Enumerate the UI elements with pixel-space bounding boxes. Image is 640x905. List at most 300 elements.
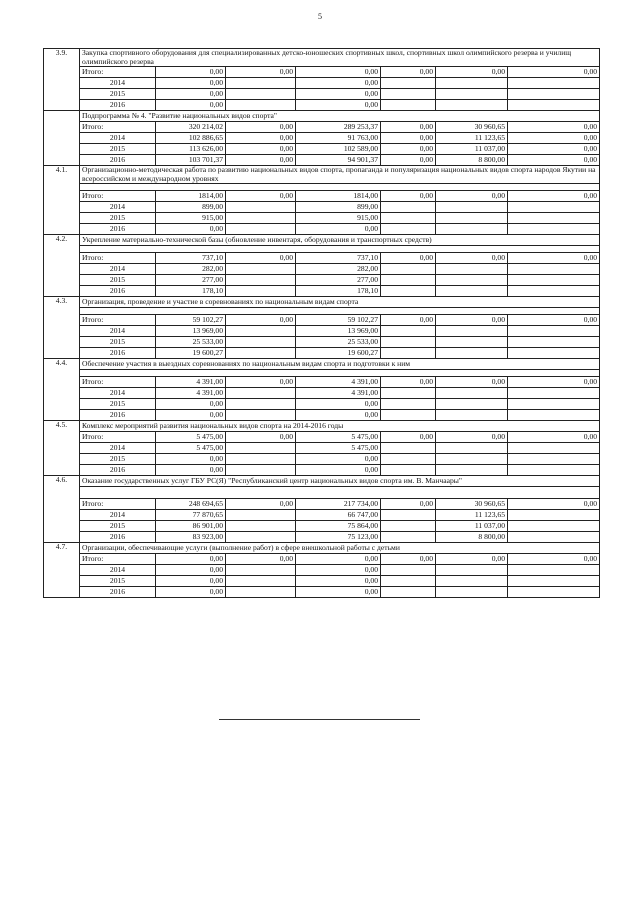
total-value: 0,00 [508,253,600,264]
footer-line [219,719,420,720]
year-budget-value: 0,00 [296,224,381,235]
empty-cell [436,213,508,224]
year-budget-value: 0,00 [296,587,381,598]
year-label: 2015 [80,337,156,348]
empty-cell [381,100,436,111]
year-row [44,521,600,532]
empty-cell [508,337,600,348]
empty-cell [226,388,296,399]
year-value: 0,00 [226,144,296,155]
total-value: 0,00 [296,67,381,78]
year-label: 2016 [80,155,156,166]
year-value [508,532,600,543]
empty-cell [381,264,436,275]
total-value: 0,00 [381,191,436,202]
total-value: 0,00 [381,122,436,133]
empty-cell [226,465,296,476]
empty-cell [226,275,296,286]
empty-cell [508,326,600,337]
total-label: Итого: [80,499,156,510]
empty-cell [436,224,508,235]
year-value: 0,00 [508,133,600,144]
year-row [44,576,600,587]
empty-cell [381,565,436,576]
total-row [44,554,600,565]
total-value: 30 960,65 [436,122,508,133]
year-total-value: 0,00 [156,565,226,576]
empty-cell [436,264,508,275]
year-total-value: 282,00 [156,264,226,275]
empty-cell [226,576,296,587]
year-row [44,144,600,155]
year-value: 94 901,37 [296,155,381,166]
year-value [226,510,296,521]
total-row [44,122,600,133]
total-value: 5 475,00 [156,432,226,443]
year-total-value: 0,00 [156,100,226,111]
section-title-row [44,49,600,67]
empty-cell [226,443,296,454]
year-total-value: 4 391,00 [156,388,226,399]
section-code: 4.2. [44,235,80,297]
total-value: 0,00 [508,499,600,510]
total-value: 0,00 [508,377,600,388]
empty-cell [226,399,296,410]
year-row [44,275,600,286]
total-value: 0,00 [226,432,296,443]
gap-cell [80,184,600,191]
empty-cell [508,264,600,275]
empty-cell [508,89,600,100]
year-budget-value: 282,00 [296,264,381,275]
empty-cell [381,78,436,89]
total-value: 737,10 [296,253,381,264]
year-value: 103 701,37 [156,155,226,166]
year-value [226,521,296,532]
section-code: 4.4. [44,359,80,421]
year-total-value: 0,00 [156,89,226,100]
empty-cell [226,89,296,100]
year-label: 2016 [80,224,156,235]
year-label: 2016 [80,532,156,543]
section-title-row [44,476,600,487]
empty-cell [226,100,296,111]
section-gap-row [44,246,600,253]
section-title-row [44,421,600,432]
empty-cell [436,410,508,421]
year-row [44,399,600,410]
empty-cell [436,399,508,410]
year-row [44,337,600,348]
total-value: 0,00 [508,67,600,78]
empty-cell [381,224,436,235]
year-row [44,264,600,275]
total-value: 0,00 [226,253,296,264]
year-value: 11 123,65 [436,510,508,521]
year-total-value: 25 533,00 [156,337,226,348]
year-value: 83 923,00 [156,532,226,543]
year-budget-value: 915,00 [296,213,381,224]
year-row [44,326,600,337]
total-label: Итого: [80,67,156,78]
year-value: 75 864,00 [296,521,381,532]
year-budget-value: 25 533,00 [296,337,381,348]
year-label: 2016 [80,587,156,598]
total-label: Итого: [80,122,156,133]
year-label: 2015 [80,89,156,100]
year-label: 2015 [80,576,156,587]
year-value: 8 800,00 [436,155,508,166]
year-value: 86 901,00 [156,521,226,532]
total-row [44,315,600,326]
empty-cell [381,443,436,454]
empty-cell [381,286,436,297]
year-total-value: 915,00 [156,213,226,224]
empty-cell [226,454,296,465]
total-value: 0,00 [226,315,296,326]
empty-cell [381,388,436,399]
empty-cell [226,78,296,89]
total-label: Итого: [80,377,156,388]
year-value: 102 589,00 [296,144,381,155]
gap-cell [80,370,600,377]
total-value: 59 102,27 [156,315,226,326]
year-label: 2015 [80,275,156,286]
empty-cell [436,565,508,576]
total-value: 0,00 [436,253,508,264]
year-row [44,510,600,521]
empty-cell [508,286,600,297]
page-number: 5 [318,12,322,21]
year-total-value: 19 600,27 [156,348,226,359]
empty-cell [508,587,600,598]
section-gap-row [44,370,600,377]
empty-cell [436,587,508,598]
year-value [226,532,296,543]
empty-cell [226,224,296,235]
year-row [44,213,600,224]
year-row [44,388,600,399]
year-budget-value: 4 391,00 [296,388,381,399]
empty-cell [508,348,600,359]
section-title: Организации, обеспечивающие услуги (выполнение работ) в сфере внешкольной работы с детьми [80,543,600,554]
empty-cell [508,399,600,410]
year-budget-value: 5 475,00 [296,443,381,454]
year-label: 2015 [80,521,156,532]
total-value: 0,00 [381,432,436,443]
empty-cell [436,348,508,359]
empty-cell [226,587,296,598]
budget-table [43,48,600,598]
empty-cell [508,224,600,235]
year-value: 0,00 [226,133,296,144]
section-title-row [44,297,600,308]
total-value: 0,00 [436,554,508,565]
empty-cell [381,587,436,598]
section-title-row [44,235,600,246]
section-title: Организационно-методическая работа по развитию национальных видов спорта, пропаганда и популяризация национальных видов спорта народов Якутии на всероссийском и международном уровнях [80,166,600,184]
year-row [44,224,600,235]
total-value: 0,00 [381,67,436,78]
section-gap-row [44,487,600,499]
empty-cell [381,410,436,421]
year-budget-value: 178,10 [296,286,381,297]
section-code: 4.3. [44,297,80,359]
year-label: 2014 [80,78,156,89]
year-total-value: 0,00 [156,576,226,587]
year-budget-value: 0,00 [296,399,381,410]
year-total-value: 178,10 [156,286,226,297]
year-value: 8 800,00 [436,532,508,543]
year-value: 0,00 [381,144,436,155]
year-row [44,465,600,476]
year-label: 2014 [80,326,156,337]
empty-cell [508,213,600,224]
empty-cell [226,286,296,297]
section-title-row [44,359,600,370]
year-row [44,565,600,576]
total-label: Итого: [80,253,156,264]
year-label: 2014 [80,510,156,521]
empty-cell [436,275,508,286]
total-value: 217 734,00 [296,499,381,510]
empty-cell [508,100,600,111]
total-value: 0,00 [436,67,508,78]
year-label: 2016 [80,348,156,359]
empty-cell [381,275,436,286]
year-row [44,202,600,213]
total-value: 5 475,00 [296,432,381,443]
total-value: 0,00 [381,315,436,326]
empty-cell [436,443,508,454]
year-total-value: 0,00 [156,410,226,421]
total-row [44,67,600,78]
year-total-value: 13 969,00 [156,326,226,337]
year-label: 2014 [80,133,156,144]
empty-cell [226,337,296,348]
year-value: 91 763,00 [296,133,381,144]
section-code: 4.7. [44,543,80,598]
year-row [44,286,600,297]
empty-cell [508,576,600,587]
year-label: 2016 [80,410,156,421]
year-total-value: 0,00 [156,224,226,235]
total-value: 0,00 [436,432,508,443]
total-value: 0,00 [436,191,508,202]
total-value: 0,00 [508,315,600,326]
empty-cell [381,399,436,410]
year-label: 2014 [80,264,156,275]
year-row [44,410,600,421]
year-row [44,454,600,465]
total-value: 0,00 [508,122,600,133]
gap-cell [80,308,600,315]
section-title-row [44,111,600,122]
year-label: 2015 [80,399,156,410]
year-value: 77 870,65 [156,510,226,521]
empty-cell [508,78,600,89]
empty-cell [436,78,508,89]
year-total-value: 0,00 [156,454,226,465]
empty-cell [226,410,296,421]
empty-cell [508,275,600,286]
total-value: 0,00 [436,315,508,326]
total-label: Итого: [80,554,156,565]
year-label: 2016 [80,286,156,297]
year-budget-value: 0,00 [296,410,381,421]
year-value [381,521,436,532]
year-total-value: 0,00 [156,465,226,476]
total-value: 0,00 [508,554,600,565]
empty-cell [508,388,600,399]
section-code: 4.5. [44,421,80,476]
total-row [44,377,600,388]
year-budget-value: 13 969,00 [296,326,381,337]
year-budget-value: 19 600,27 [296,348,381,359]
year-value [508,510,600,521]
section-title-row [44,166,600,184]
year-label: 2015 [80,144,156,155]
year-value: 0,00 [381,133,436,144]
year-value: 113 626,00 [156,144,226,155]
year-budget-value: 277,00 [296,275,381,286]
year-value: 11 037,00 [436,144,508,155]
total-value: 0,00 [508,191,600,202]
year-value [381,510,436,521]
empty-cell [508,443,600,454]
year-value: 66 747,00 [296,510,381,521]
total-row [44,253,600,264]
total-value: 0,00 [381,377,436,388]
empty-cell [508,565,600,576]
empty-cell [508,465,600,476]
total-row [44,191,600,202]
year-row [44,587,600,598]
year-budget-value: 0,00 [296,576,381,587]
empty-cell [436,286,508,297]
empty-cell [508,410,600,421]
section-title: Комплекс мероприятий развития национальных видов спорта на 2014-2016 годы [80,421,600,432]
total-value: 320 214,02 [156,122,226,133]
empty-cell [436,202,508,213]
empty-cell [508,454,600,465]
year-budget-value: 899,00 [296,202,381,213]
year-row [44,78,600,89]
empty-cell [436,337,508,348]
budget-table-body [44,49,600,598]
section-title: Закупка спортивного оборудования для специализированных детско-юношеских спортивных школ, спортивных школ олимпийского резерва и училищ олимпийского резерва [80,49,600,67]
empty-cell [436,454,508,465]
empty-cell [381,213,436,224]
year-value: 11 037,00 [436,521,508,532]
year-label: 2015 [80,454,156,465]
empty-cell [508,202,600,213]
empty-cell [381,337,436,348]
total-value: 0,00 [436,377,508,388]
section-gap-row [44,308,600,315]
total-value: 0,00 [226,67,296,78]
year-total-value: 5 475,00 [156,443,226,454]
total-value: 0,00 [156,67,226,78]
year-total-value: 277,00 [156,275,226,286]
section-title-row [44,543,600,554]
empty-cell [436,388,508,399]
year-value: 11 123,65 [436,133,508,144]
gap-cell [80,246,600,253]
year-budget-value: 0,00 [296,565,381,576]
year-total-value: 0,00 [156,399,226,410]
total-value: 248 694,65 [156,499,226,510]
section-title: Укрепление материально-технической базы (обновление инвентаря, оборудования и транспортных средств) [80,235,600,246]
year-budget-value: 0,00 [296,465,381,476]
empty-cell [436,465,508,476]
year-total-value: 0,00 [156,78,226,89]
year-label: 2016 [80,100,156,111]
empty-cell [226,565,296,576]
year-value: 75 123,00 [296,532,381,543]
empty-cell [381,202,436,213]
total-value: 737,10 [156,253,226,264]
year-value: 102 886,65 [156,133,226,144]
total-value: 0,00 [226,122,296,133]
empty-cell [436,326,508,337]
total-value: 0,00 [381,499,436,510]
total-value: 30 960,65 [436,499,508,510]
empty-cell [226,213,296,224]
year-value: 0,00 [381,155,436,166]
total-label: Итого: [80,432,156,443]
total-value: 4 391,00 [296,377,381,388]
year-value: 0,00 [508,144,600,155]
total-value: 289 253,37 [296,122,381,133]
year-value [508,521,600,532]
empty-cell [226,348,296,359]
section-title: Обеспечение участия в выездных соревнованиях по национальным видам спорта и подготовки к ним [80,359,600,370]
total-value: 0,00 [156,554,226,565]
year-row [44,89,600,100]
year-label: 2016 [80,465,156,476]
empty-cell [436,100,508,111]
year-row [44,155,600,166]
total-value: 0,00 [226,499,296,510]
section-code: 4.1. [44,166,80,235]
total-value: 0,00 [296,554,381,565]
empty-cell [381,465,436,476]
section-title: Подпрограмма № 4. "Развитие национальных видов спорта" [80,111,600,122]
section-gap-row [44,184,600,191]
empty-cell [226,326,296,337]
year-value [381,532,436,543]
section-code: 3.9. [44,49,80,111]
empty-cell [381,576,436,587]
year-label: 2014 [80,565,156,576]
empty-cell [436,89,508,100]
total-value: 0,00 [226,191,296,202]
year-row [44,443,600,454]
empty-cell [381,348,436,359]
year-label: 2014 [80,202,156,213]
total-value: 0,00 [226,554,296,565]
year-label: 2014 [80,443,156,454]
section-title: Оказание государственных услуг ГБУ РС(Я) "Республиканский центр национальных видов спорта им. В. Манчаары" [80,476,600,487]
empty-cell [381,326,436,337]
section-code: 4.6. [44,476,80,543]
total-value: 1814,00 [156,191,226,202]
year-budget-value: 0,00 [296,100,381,111]
empty-cell [226,264,296,275]
year-value: 0,00 [508,155,600,166]
empty-cell [226,202,296,213]
